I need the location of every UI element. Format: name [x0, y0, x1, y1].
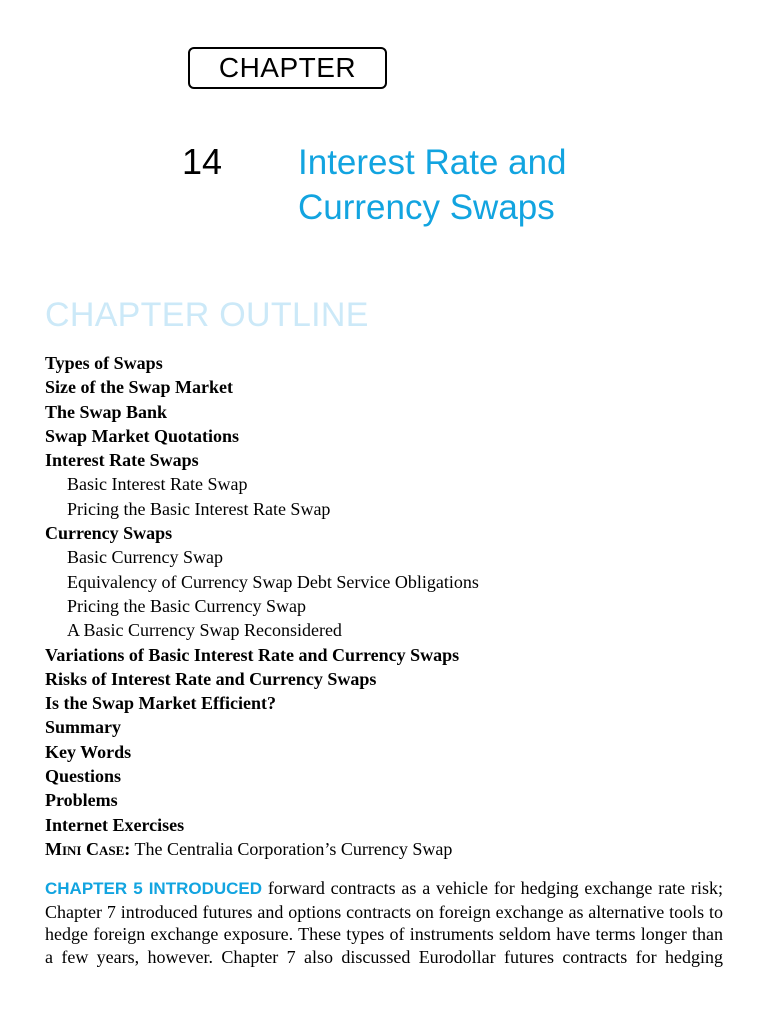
chapter-label: CHAPTER: [218, 52, 357, 83]
outline-subitem: A Basic Currency Swap Reconsidered: [67, 620, 342, 641]
outline-item: Size of the Swap Market: [45, 377, 233, 398]
chapter-title: [298, 140, 718, 230]
outline-item: Internet Exercises: [45, 814, 185, 835]
intro-lead-in: CHAPTER 5 INTRODUCED: [45, 879, 263, 898]
chapter-number: 14: [182, 141, 223, 182]
outline-item: Problems: [45, 790, 118, 811]
chapter-title-line: Interest Rate and: [298, 143, 567, 182]
outline-item: Summary: [45, 717, 121, 738]
outline-item: Risks of Interest Rate and Currency Swaps: [45, 668, 377, 689]
mini-case-title: The Centralia Corporation’s Currency Swap: [130, 838, 453, 859]
intro-paragraph: [45, 877, 723, 968]
outline-item: The Swap Bank: [45, 401, 168, 422]
intro-text: forward contracts as a vehicle for hedging exchange rate risk; Chapter 7 introduced futures and options contracts on foreign exchange as alternative tools to hedge foreign exchange exposure. These types of instruments seldom have terms longer than a few years, however. Chapter 7 also discussed Eurodollar futures contracts for hedging: [45, 878, 723, 967]
outline-subitem: Pricing the Basic Interest Rate Swap: [67, 498, 331, 519]
outline-subitem: Equivalency of Currency Swap Debt Service Obligations: [67, 571, 479, 592]
outline-item: Variations of Basic Interest Rate and Currency Swaps: [45, 644, 460, 665]
chapter-label-box: [188, 47, 387, 89]
outline-item: Interest Rate Swaps: [45, 450, 199, 471]
outline-item: Questions: [45, 766, 122, 787]
outline-mini-case: [45, 837, 725, 861]
outline-subitem: Pricing the Basic Currency Swap: [67, 595, 306, 616]
chapter-outline-list: [45, 351, 725, 861]
outline-subitem: Basic Currency Swap: [67, 547, 223, 568]
outline-item: Is the Swap Market Efficient?: [45, 693, 276, 714]
outline-item: Types of Swaps: [45, 353, 163, 373]
outline-item: Currency Swaps: [45, 523, 173, 544]
outline-item: Key Words: [45, 741, 132, 762]
outline-subitem: Basic Interest Rate Swap: [67, 474, 248, 495]
outline-item: Swap Market Quotations: [45, 425, 240, 446]
outline-heading: CHAPTER OUTLINE: [45, 296, 369, 334]
chapter-title-line: Currency Swaps: [298, 188, 555, 227]
mini-case-label: Mini Case:: [45, 838, 131, 859]
